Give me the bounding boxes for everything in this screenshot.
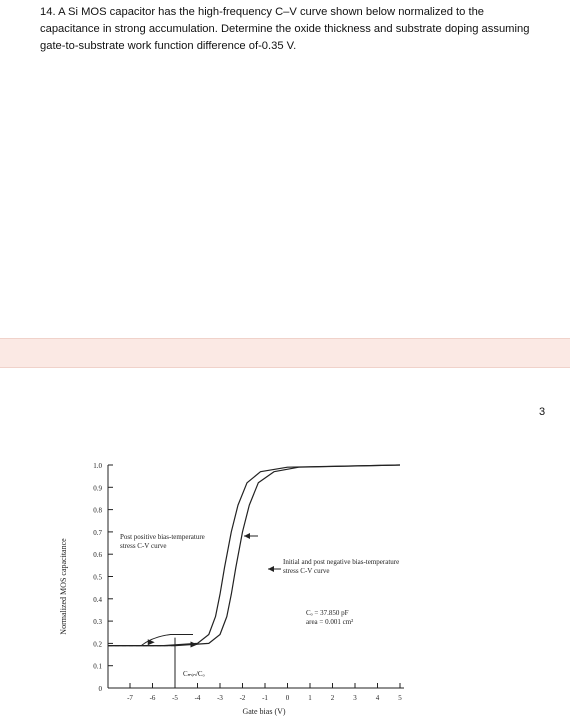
x-tick-label: 0 [285, 694, 290, 702]
x-axis-label: Gate bias (V) [242, 707, 286, 716]
x-tick-label: -2 [239, 694, 246, 702]
x-tick-label: 3 [353, 694, 357, 702]
y-tick-label: 0.3 [93, 618, 102, 627]
y-tick-label: 0.4 [93, 595, 102, 604]
annotation-arrowhead [268, 566, 274, 572]
y-tick-label: 0.1 [93, 662, 102, 671]
annotation-area: area = 0.001 cm² [306, 618, 354, 626]
annotation-arrowhead [244, 533, 250, 539]
y-tick-label: 0 [98, 685, 102, 693]
y-tick-label: 0.6 [93, 551, 102, 560]
y-tick-label: 0.2 [93, 640, 102, 649]
x-tick-label: 5 [398, 694, 402, 702]
y-tick-label: 0.8 [93, 506, 102, 515]
y-tick-label: 0.7 [93, 528, 102, 537]
y-tick-label: 0.5 [93, 573, 102, 582]
annotation-initial: Initial and post negative bias-temperature [283, 558, 400, 566]
x-tick-label: -7 [127, 694, 133, 702]
y-tick-label: 1.0 [93, 462, 102, 470]
series-line-0 [108, 465, 401, 646]
x-tick-label: 2 [330, 694, 335, 702]
x-tick-label: -6 [149, 694, 156, 702]
series-line-1 [108, 465, 401, 646]
annotation-cox: Cₒ = 37.850 pF [306, 609, 349, 617]
y-axis-label: Normalized MOS capacitance [59, 538, 68, 635]
page-number: 3 [539, 406, 546, 418]
y-tick-label: 0.9 [93, 484, 102, 493]
x-tick-label: 1 [308, 694, 312, 702]
annotation-initial: stress C-V curve [283, 567, 330, 575]
x-tick-label: 4 [375, 694, 380, 702]
question-body: A Si MOS capacitor has the high-frequency C–V curve shown below normalized to the capacitance in strong accumulation. Determine the oxide thickness and substrate doping assuming gate-to-substrate work function difference of-0.35 V. [40, 6, 530, 52]
curve-arrow [148, 639, 155, 645]
x-tick-label: -1 [262, 694, 268, 702]
annotation-post-positive: Post positive bias-temperature [120, 533, 205, 541]
question-number: 14. [40, 6, 56, 18]
x-tick-label: -3 [217, 694, 223, 702]
x-tick-label: -5 [172, 694, 178, 702]
annotation-cmin: Cₘᵢₙ/Cₒ [183, 670, 205, 678]
curve-arrow [191, 642, 198, 648]
annotation-post-positive: stress C-V curve [120, 542, 167, 550]
x-tick-label: -4 [194, 694, 201, 702]
